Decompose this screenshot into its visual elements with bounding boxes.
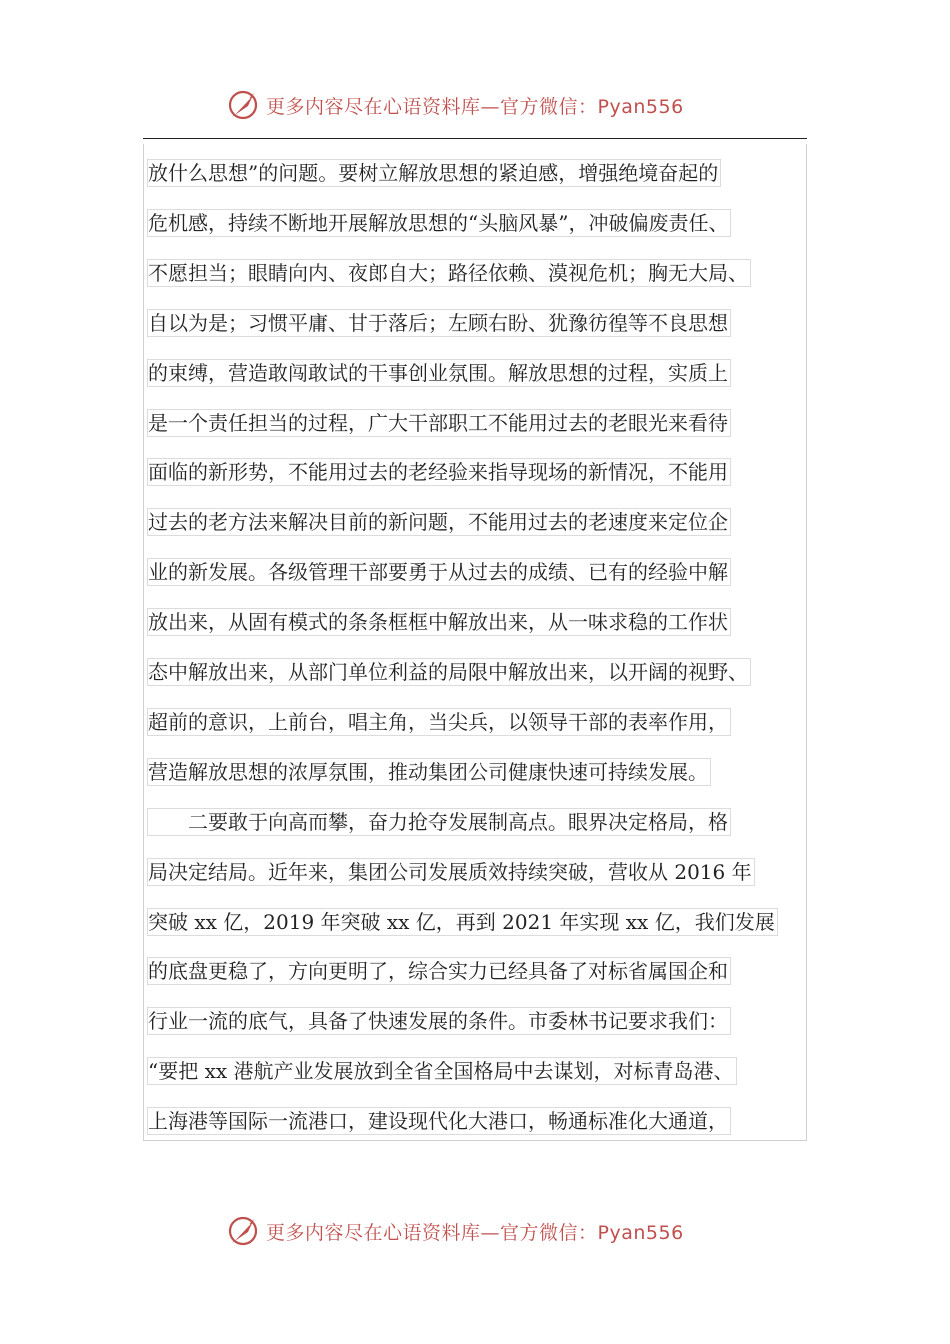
text-line: 业的新发展。各级管理干部要勇于从过去的成绩、已有的经验中解 (147, 558, 731, 586)
text-line: 自以为是；习惯平庸、甘于落后；左顾右盼、犹豫彷徨等不良思想 (147, 309, 731, 337)
quill-logo-icon (226, 1214, 260, 1248)
header-banner (0, 86, 950, 126)
text-line: 上海港等国际一流港口，建设现代化大港口，畅通标准化大通道， (147, 1107, 731, 1135)
text-line: 态中解放出来，从部门单位利益的局限中解放出来，以开阔的视野、 (147, 658, 751, 686)
text-line: 超前的意识，上前台，唱主角，当尖兵，以领导干部的表率作用， (147, 708, 731, 736)
text-line: 行业一流的底气，具备了快速发展的条件。市委林书记要求我们： (147, 1007, 731, 1035)
text-line: 放什么思想”的问题。要树立解放思想的紧迫感，增强绝境奋起的 (147, 159, 721, 187)
text-line: 营造解放思想的浓厚氛围，推动集团公司健康快速可持续发展。 (147, 758, 711, 786)
text-line: 放出来，从固有模式的条条框框中解放出来，从一味求稳的工作状 (147, 608, 731, 636)
text-line: 二要敢于向高而攀，奋力抢夺发展制高点。眼界决定格局，格 (147, 808, 731, 836)
text-line: “要把 xx 港航产业发展放到全省全国格局中去谋划，对标青岛港、 (147, 1057, 737, 1085)
text-line: 危机感，持续不断地开展解放思想的“头脑风暴”，冲破偏废责任、 (147, 209, 731, 237)
wechat-id: Pyan556 (597, 1222, 684, 1244)
text-line: 面临的新形势，不能用过去的老经验来指导现场的新情况，不能用 (147, 458, 731, 486)
text-line: 过去的老方法来解决目前的新问题，不能用过去的老速度来定位企 (147, 508, 731, 536)
text-line: 突破 xx 亿，2019 年突破 xx 亿，再到 2021 年实现 xx 亿，我们发展 (147, 908, 778, 936)
header-rule (143, 138, 807, 139)
text-line: 不愿担当；眼睛向内、夜郎自大；路径依赖、漠视危机；胸无大局、 (147, 259, 751, 287)
text-line: 是一个责任担当的过程，广大干部职工不能用过去的老眼光来看待 (147, 409, 731, 437)
quill-logo-icon (226, 88, 260, 122)
text-line: 的底盘更稳了，方向更明了，综合实力已经具备了对标省属国企和 (147, 957, 731, 985)
text-line: 的束缚，营造敢闯敢试的干事创业氛围。解放思想的过程，实质上 (147, 359, 731, 387)
footer-banner (0, 1212, 950, 1252)
banner-text: 更多内容尽在心语资料库—官方微信：Pyan556 (266, 96, 684, 118)
banner-text: 更多内容尽在心语资料库—官方微信：Pyan556 (266, 1222, 684, 1244)
wechat-id: Pyan556 (597, 96, 684, 118)
text-frame (143, 144, 807, 1141)
text-line: 局决定结局。近年来，集团公司发展质效持续突破，营收从 2016 年 (147, 858, 755, 886)
